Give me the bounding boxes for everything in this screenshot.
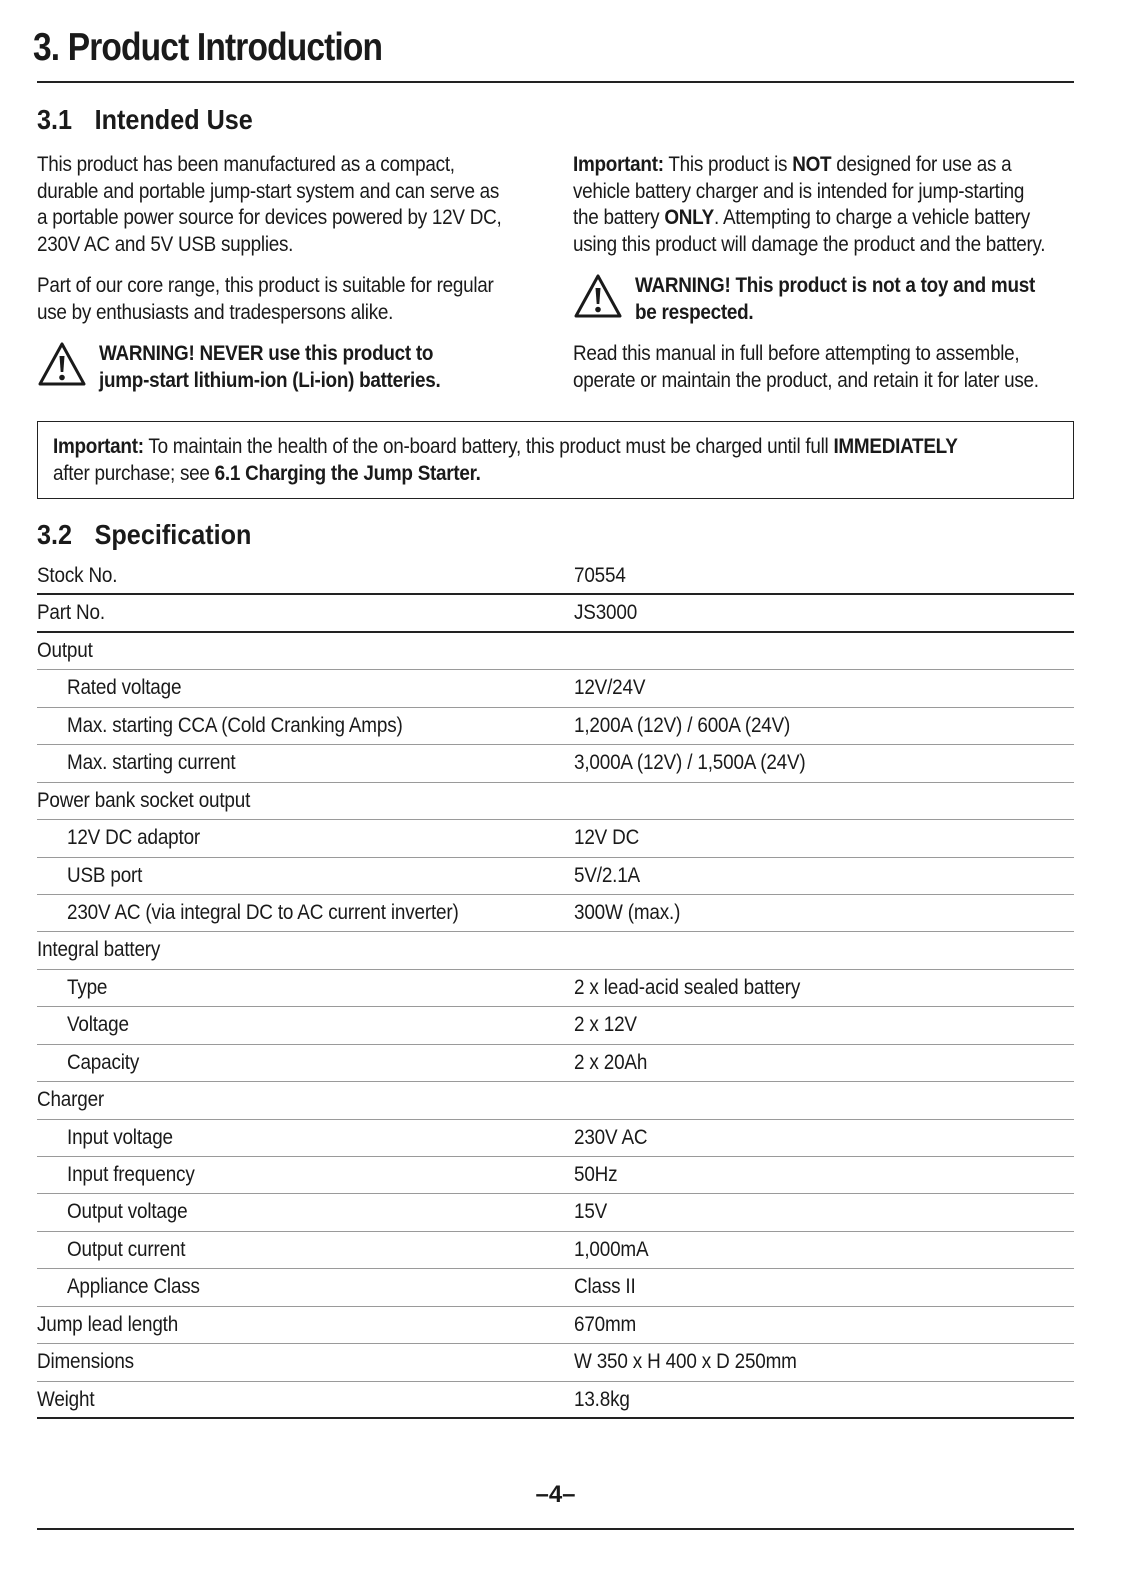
spec-row	[37, 970, 1074, 1007]
text-line: be respected.	[635, 300, 754, 324]
text-line	[53, 461, 958, 488]
spec-row	[37, 858, 1074, 895]
spec-label: Rated voltage	[67, 676, 182, 700]
warning-not-a-toy	[573, 273, 1079, 326]
important-charging-note	[37, 421, 1074, 499]
spec-group-label: Power bank socket output	[37, 788, 251, 812]
text-line	[573, 205, 1045, 232]
spec-group-label: Output	[37, 638, 93, 662]
text-line: WARNING! NEVER use this product to	[99, 342, 434, 365]
section-heading-specification	[37, 519, 251, 551]
spec-label: 12V DC adaptor	[67, 826, 201, 850]
section-title: Intended Use	[94, 104, 253, 135]
spec-row	[37, 745, 1074, 782]
text-span: the battery	[573, 206, 665, 229]
spec-row	[37, 1269, 1074, 1306]
intended-use-paragraph-2	[37, 273, 494, 326]
spec-row	[37, 1307, 1074, 1344]
spec-label: Stock No.	[37, 564, 118, 587]
text-span: after purchase; see	[53, 461, 215, 485]
section-number: 3.1	[37, 104, 73, 135]
spec-row	[37, 820, 1074, 857]
spec-row	[37, 595, 1074, 632]
text-span: designed for use as a	[831, 153, 1012, 176]
text-line: durable and portable jump-start system and can serve as	[37, 179, 500, 203]
warning-text	[99, 341, 440, 394]
text-line: 230V AC and 5V USB supplies.	[37, 232, 294, 256]
text-line: a portable power source for devices powered by 12V DC,	[37, 206, 502, 229]
spec-value: W 350 x H 400 x D 250mm	[574, 1350, 797, 1374]
spec-value: 300W (max.)	[574, 900, 681, 924]
text-line: vehicle battery charger and is intended for jump-starting	[573, 179, 1025, 203]
text-line	[573, 152, 1045, 179]
warning-text	[635, 273, 1035, 326]
spec-label: Capacity	[67, 1050, 140, 1074]
important-not-charger	[573, 152, 1045, 258]
spec-value: 5V/2.1A	[574, 863, 640, 887]
spec-label: Appliance Class	[67, 1275, 200, 1299]
spec-row	[37, 1045, 1074, 1082]
spec-label: Max. starting CCA (Cold Cranking Amps)	[67, 713, 403, 737]
spec-row	[37, 1382, 1074, 1419]
spec-label: Type	[67, 975, 108, 999]
spec-label: USB port	[67, 863, 143, 887]
intended-use-paragraph-1	[37, 152, 501, 258]
spec-value: 15V	[574, 1200, 608, 1224]
section-heading-intended-use	[37, 104, 253, 136]
text-line: This product has been manufactured as a compact,	[37, 153, 455, 176]
spec-value: 670mm	[574, 1312, 637, 1336]
spec-value: 230V AC	[574, 1125, 648, 1149]
spec-value: Class II	[574, 1275, 636, 1299]
spec-value: JS3000	[574, 601, 638, 625]
specification-table	[37, 558, 1074, 1419]
spec-row	[37, 1194, 1074, 1231]
spec-group-row	[37, 932, 1074, 969]
spec-label: Input frequency	[67, 1163, 195, 1186]
spec-value: 12V DC	[574, 826, 640, 850]
emphasis: ONLY	[664, 206, 715, 229]
spec-value: 50Hz	[574, 1163, 618, 1186]
spec-row	[37, 558, 1074, 595]
spec-group-label: Charger	[37, 1088, 105, 1112]
text-span: This product is	[663, 153, 793, 176]
spec-row	[37, 1232, 1074, 1269]
spec-label: Max. starting current	[67, 751, 236, 775]
section-number: 3.2	[37, 519, 73, 550]
important-label: Important:	[573, 153, 664, 176]
spec-value: 2 x 12V	[574, 1013, 637, 1037]
spec-label: Jump lead length	[37, 1312, 179, 1336]
spec-label: 230V AC (via integral DC to AC current inverter)	[67, 900, 459, 924]
spec-row	[37, 708, 1074, 745]
text-span: . Attempting to charge a vehicle battery	[714, 206, 1030, 229]
spec-row	[37, 1157, 1074, 1194]
spec-group-row	[37, 633, 1074, 670]
spec-value: 13.8kg	[574, 1387, 630, 1411]
spec-value: 3,000A (12V) / 1,500A (24V)	[574, 751, 806, 775]
spec-value: 1,000mA	[574, 1237, 649, 1261]
section-reference: 6.1 Charging the Jump Starter.	[214, 461, 481, 485]
spec-label: Dimensions	[37, 1350, 134, 1374]
spec-row	[37, 1007, 1074, 1044]
spec-row	[37, 1344, 1074, 1381]
spec-value: 2 x 20Ah	[574, 1050, 648, 1074]
spec-label: Input voltage	[67, 1125, 173, 1149]
spec-value: 2 x lead-acid sealed battery	[574, 975, 801, 999]
text-line: using this product will damage the product and the battery.	[573, 232, 1046, 256]
title-rule	[37, 81, 1074, 83]
text-span: To maintain the health of the on-board battery, this product must be charged until full	[143, 435, 834, 458]
warning-triangle-icon	[573, 273, 623, 319]
text-line: WARNING! This product is not a toy and must	[635, 274, 1035, 297]
section-title: Specification	[94, 519, 252, 550]
spec-label: Output voltage	[67, 1200, 188, 1224]
page-title: 3. Product Introduction	[33, 26, 383, 69]
warning-li-ion	[37, 341, 478, 394]
spec-row	[37, 895, 1074, 932]
text-line: use by enthusiasts and tradespersons alike.	[37, 300, 394, 324]
emphasis: NOT	[792, 153, 832, 176]
spec-label: Weight	[37, 1387, 95, 1411]
warning-triangle-icon	[37, 341, 87, 387]
read-manual-paragraph	[573, 341, 1039, 394]
spec-row	[37, 1120, 1074, 1157]
spec-label: Part No.	[37, 601, 105, 625]
spec-value: 12V/24V	[574, 676, 646, 700]
text-line: Part of our core range, this product is suitable for regular	[37, 274, 494, 297]
spec-group-label: Integral battery	[37, 938, 161, 962]
spec-group-row	[37, 1082, 1074, 1119]
spec-label: Voltage	[67, 1013, 129, 1037]
emphasis: IMMEDIATELY	[833, 435, 958, 458]
important-label: Important:	[53, 435, 144, 458]
text-line: operate or maintain the product, and retain it for later use.	[573, 368, 1039, 392]
manual-page	[33, 0, 1075, 1587]
page-number: –4–	[535, 1481, 576, 1508]
footer-rule	[37, 1528, 1074, 1530]
text-line	[53, 434, 958, 461]
text-line: Read this manual in full before attempting to assemble,	[573, 342, 1020, 365]
spec-value: 1,200A (12V) / 600A (24V)	[574, 713, 791, 737]
note-text	[53, 434, 958, 487]
spec-row	[37, 670, 1074, 707]
spec-group-row	[37, 783, 1074, 820]
text-line: jump-start lithium-ion (Li-ion) batteries.	[99, 368, 441, 392]
spec-value: 70554	[574, 564, 626, 587]
spec-label: Output current	[67, 1237, 186, 1261]
